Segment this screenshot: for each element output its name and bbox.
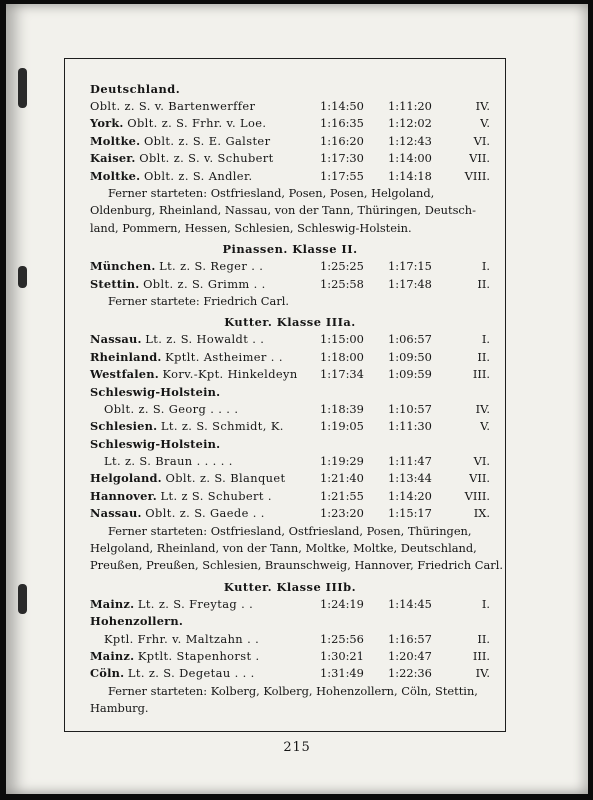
boat-name: Kaiser. xyxy=(90,151,136,166)
boat-name: Westfalen. xyxy=(90,367,159,382)
time-actual: 1:18:39 xyxy=(320,401,364,416)
time-corrected: 1:16:57 xyxy=(388,631,432,646)
crew-cell xyxy=(90,331,264,348)
result-row xyxy=(90,665,490,682)
time-actual: 1:30:21 xyxy=(320,649,364,664)
crew-cell xyxy=(90,258,263,275)
time-actual: 1:31:49 xyxy=(320,666,364,681)
time-actual: 1:14:50 xyxy=(320,99,364,113)
time-actual: 1:17:30 xyxy=(320,151,364,166)
officer-name: Korv.-Kpt. Hinkeldeyn xyxy=(162,367,298,382)
officer-name: Lt. z S. Schubert . xyxy=(160,488,272,503)
crew-cell xyxy=(90,98,255,115)
time-corrected: 1:14:18 xyxy=(388,168,432,183)
boat-name: Helgoland. xyxy=(90,471,162,486)
officer-name: Oblt. z. S. Grimm . . xyxy=(143,276,266,291)
result-row xyxy=(90,349,490,366)
result-row xyxy=(90,258,490,275)
time-corrected: 1:10:57 xyxy=(388,401,432,416)
placing: III. xyxy=(472,367,490,382)
crew-cell xyxy=(90,596,253,613)
time-corrected: 1:17:48 xyxy=(388,276,432,291)
result-row xyxy=(90,150,490,167)
time-actual: 1:25:25 xyxy=(320,259,364,274)
time-actual: 1:17:34 xyxy=(320,367,364,382)
crew-cell xyxy=(90,150,274,167)
crew-cell xyxy=(90,505,265,522)
boat-name: York. xyxy=(90,116,124,131)
time-actual: 1:16:20 xyxy=(320,133,364,148)
officer-name: Lt. z. S. Degetau . . . xyxy=(127,666,255,681)
result-row xyxy=(90,133,490,150)
time-corrected: 1:06:57 xyxy=(388,332,432,347)
result-row xyxy=(90,384,490,401)
placing: I. xyxy=(481,259,490,274)
crew-cell xyxy=(90,613,183,630)
result-row xyxy=(90,470,490,487)
time-actual: 1:21:55 xyxy=(320,488,364,503)
crew-cell xyxy=(90,631,259,648)
result-row xyxy=(90,488,490,505)
page-number: 215 xyxy=(283,740,311,755)
time-actual: 1:25:58 xyxy=(320,276,364,291)
officer-name: Oblt. z. S. Georg . . . . xyxy=(104,401,239,416)
officer-name: Oblt. z. S. v. Bartenwerffer xyxy=(90,99,256,113)
result-row xyxy=(90,596,490,613)
result-row xyxy=(90,505,490,522)
time-corrected: 1:14:20 xyxy=(388,488,432,503)
time-actual: 1:23:20 xyxy=(320,506,364,521)
officer-name: Oblt. z. S. Frhr. v. Loe. xyxy=(127,116,267,131)
crew-cell xyxy=(90,453,233,470)
crew-cell xyxy=(90,115,266,132)
crew-cell xyxy=(90,648,260,665)
time-corrected: 1:17:15 xyxy=(388,259,432,274)
time-actual: 1:25:56 xyxy=(320,631,364,646)
binding-mark xyxy=(18,584,27,614)
crew-cell xyxy=(90,168,253,185)
placing: VII. xyxy=(469,151,490,166)
time-actual: 1:19:29 xyxy=(320,454,364,469)
boat-name: Schleswig-Holstein. xyxy=(90,436,221,451)
placing: IV. xyxy=(475,401,490,416)
placing: II. xyxy=(477,276,490,291)
also-started-line: Helgoland, Rheinland, von der Tann, Moltke, Moltke, Deutschland, xyxy=(90,541,477,556)
officer-name: Lt. z. S. Braun . . . . . xyxy=(104,454,233,469)
crew-cell xyxy=(90,470,286,487)
result-row xyxy=(90,453,490,470)
also-started-line: Ferner startete: Friedrich Carl. xyxy=(108,293,290,308)
placing: VIII. xyxy=(464,168,490,183)
time-corrected: 1:15:17 xyxy=(388,506,432,521)
boat-name: Hannover. xyxy=(90,488,157,503)
placing: VI. xyxy=(473,454,490,469)
time-corrected: 1:12:43 xyxy=(388,133,432,148)
result-row xyxy=(90,418,490,435)
also-started-line: Oldenburg, Rheinland, Nassau, von der Tann, Thüringen, Deutsch- xyxy=(90,203,476,218)
officer-name: Kptlt. Stapenhorst . xyxy=(137,649,260,664)
time-corrected: 1:11:47 xyxy=(388,454,432,469)
officer-name: Lt. z. S. Reger . . xyxy=(159,259,264,274)
boat-name: Moltke. xyxy=(90,168,141,183)
placing: I. xyxy=(481,332,490,347)
boat-name: München. xyxy=(90,259,156,274)
time-corrected: 1:11:30 xyxy=(388,419,432,434)
placing: IX. xyxy=(473,506,490,521)
results-content xyxy=(90,80,503,718)
section-heading: Kutter. Klasse IIIb. xyxy=(223,579,357,594)
result-row xyxy=(90,436,490,453)
result-row xyxy=(90,168,490,185)
time-corrected: 1:22:36 xyxy=(388,666,432,681)
boat-name: Nassau. xyxy=(90,506,142,521)
placing: VI. xyxy=(473,133,490,148)
crew-cell xyxy=(90,488,272,505)
placing: I. xyxy=(481,596,490,611)
also-started-line: Hamburg. xyxy=(90,701,149,716)
time-corrected: 1:09:50 xyxy=(388,349,432,364)
time-actual: 1:15:00 xyxy=(320,332,364,347)
also-started-line: land, Pommern, Hessen, Schlesien, Schleswig-Holstein. xyxy=(90,220,412,235)
crew-cell xyxy=(90,366,298,383)
also-started-line: Ferner starteten: Ostfriesland, Ostfriesland, Posen, Thüringen, xyxy=(108,523,472,538)
crew-cell xyxy=(90,436,220,453)
also-started-line: Ferner starteten: Kolberg, Kolberg, Hohenzollern, Cöln, Stettin, xyxy=(108,683,478,698)
time-corrected: 1:20:47 xyxy=(388,649,432,664)
result-row xyxy=(90,276,490,293)
result-row xyxy=(90,115,490,132)
crew-cell xyxy=(90,418,284,435)
time-corrected: 1:12:02 xyxy=(388,116,432,131)
section-heading: Kutter. Klasse IIIa. xyxy=(224,315,356,330)
time-actual: 1:17:55 xyxy=(320,168,364,183)
officer-name: Kptlt. Astheimer . . xyxy=(165,349,283,364)
result-row xyxy=(90,98,490,115)
time-actual: 1:24:19 xyxy=(320,596,364,611)
section-heading: Pinassen. Klasse II. xyxy=(222,242,358,257)
result-row xyxy=(90,613,490,630)
placing: IV. xyxy=(475,666,490,681)
officer-name: Oblt. z. S. Blanquet xyxy=(165,471,286,486)
boat-name: Schleswig-Holstein. xyxy=(90,384,221,399)
placing: VIII. xyxy=(464,488,490,503)
officer-name: Lt. z. S. Howaldt . . xyxy=(145,332,265,347)
placing: III. xyxy=(472,649,490,664)
officer-name: Kptl. Frhr. v. Maltzahn . . xyxy=(104,631,260,646)
crew-cell xyxy=(90,401,238,418)
result-row xyxy=(90,331,490,348)
also-started-line: Preußen, Preußen, Schlesien, Braunschweig, Hannover, Friedrich Carl. xyxy=(90,558,503,573)
section-heading: Deutschland. xyxy=(90,82,181,96)
binding-mark xyxy=(18,68,27,108)
placing: II. xyxy=(477,349,490,364)
time-actual: 1:18:00 xyxy=(320,349,364,364)
crew-cell xyxy=(90,384,220,401)
result-row xyxy=(90,366,490,383)
time-corrected: 1:11:20 xyxy=(388,99,432,113)
boat-name: Moltke. xyxy=(90,133,141,148)
boat-name: Stettin. xyxy=(90,276,140,291)
result-row xyxy=(90,631,490,648)
time-actual: 1:16:35 xyxy=(320,116,364,131)
boat-name: Nassau. xyxy=(90,332,142,347)
time-actual: 1:19:05 xyxy=(320,419,364,434)
placing: VII. xyxy=(469,471,490,486)
binding-mark xyxy=(18,266,27,288)
officer-name: Oblt. z. S. Gaede . . xyxy=(145,506,265,521)
placing: V. xyxy=(480,116,490,131)
boat-name: Cöln. xyxy=(90,666,125,681)
also-started-line: Ferner starteten: Ostfriesland, Posen, Posen, Helgoland, xyxy=(108,185,435,200)
boat-name: Mainz. xyxy=(90,596,135,611)
officer-name: Lt. z. S. Schmidt, K. xyxy=(160,419,284,434)
crew-cell xyxy=(90,276,266,293)
boat-name: Rheinland. xyxy=(90,349,162,364)
officer-name: Oblt. z. S. Andler. xyxy=(143,168,253,183)
placing: V. xyxy=(480,419,490,434)
time-corrected: 1:13:44 xyxy=(388,471,432,486)
crew-cell xyxy=(90,665,255,682)
officer-name: Lt. z. S. Freytag . . xyxy=(137,596,254,611)
time-actual: 1:21:40 xyxy=(320,471,364,486)
officer-name: Oblt. z. S. E. Galster xyxy=(143,133,271,148)
time-corrected: 1:14:00 xyxy=(388,151,432,166)
placing: IV. xyxy=(475,99,490,113)
result-row xyxy=(90,648,490,665)
boat-name: Schlesien. xyxy=(90,419,158,434)
crew-cell xyxy=(90,133,270,150)
officer-name: Oblt. z. S. v. Schubert xyxy=(139,151,274,166)
time-corrected: 1:14:45 xyxy=(388,596,432,611)
result-row xyxy=(90,401,490,418)
boat-name: Mainz. xyxy=(90,649,135,664)
crew-cell xyxy=(90,349,283,366)
placing: II. xyxy=(477,631,490,646)
time-corrected: 1:09:59 xyxy=(388,367,432,382)
boat-name: Hohenzollern. xyxy=(90,614,183,629)
